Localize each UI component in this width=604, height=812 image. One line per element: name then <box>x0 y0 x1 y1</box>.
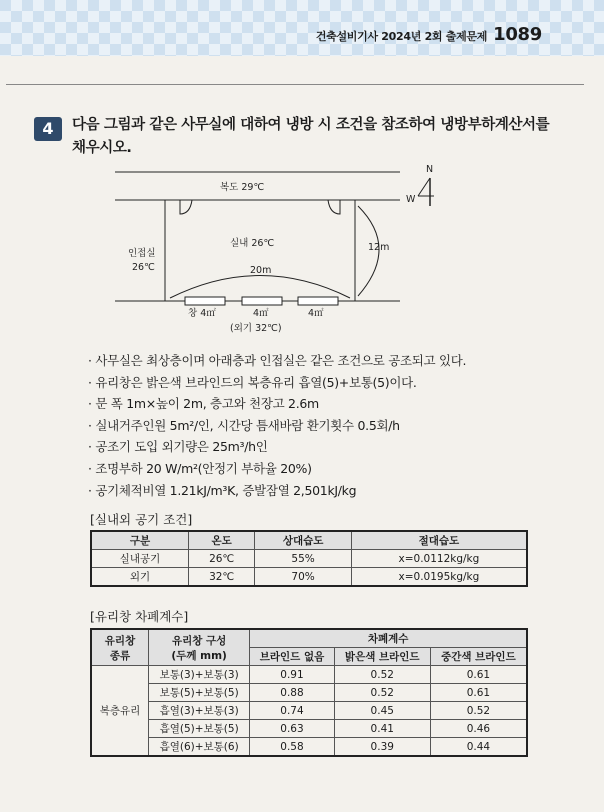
office-floor-plan <box>100 158 460 338</box>
table-cell: 실내공기 <box>91 550 188 568</box>
table-row <box>91 720 527 738</box>
question-text: 다음 그림과 같은 사무실에 대하여 냉방 시 조건을 참조하여 냉방부하계산서를 채우시오. <box>72 117 550 156</box>
corridor-label: 복도 29℃ <box>220 182 265 193</box>
table-header: 브라인드 없음 <box>250 648 334 666</box>
adjacent-label: 인접실 <box>128 248 156 259</box>
header-title: 건축설비기사 2024년 2회 출제문제 <box>315 30 488 43</box>
table-header: 밝은색 브라인드 <box>334 648 430 666</box>
table-cell: 외기 <box>91 568 188 587</box>
compass-icon <box>406 164 434 206</box>
width-label: 20m <box>250 265 272 276</box>
table-cell: 보통(3)+보통(3) <box>149 666 250 684</box>
table-cell: x=0.0112kg/kg <box>351 550 527 568</box>
table-cell: 흡열(5)+보통(5) <box>149 720 250 738</box>
condition-item: · 사무실은 최상층이며 아래층과 인접실은 같은 조건으로 공조되고 있다. <box>88 350 466 372</box>
table-cell: 0.45 <box>334 702 430 720</box>
table-cell: 흡열(3)+보통(3) <box>149 702 250 720</box>
table-row <box>91 702 527 720</box>
north-label: N <box>426 164 434 175</box>
table-cell: 보통(5)+보통(5) <box>149 684 250 702</box>
table-header: 상대습도 <box>255 531 351 550</box>
table-cell: 26℃ <box>188 550 254 568</box>
table1-caption: [실내외 공기 조건] <box>90 512 193 527</box>
table-cell: 0.39 <box>334 738 430 757</box>
room-label: 실내 26℃ <box>230 238 275 249</box>
table-header: 절대습도 <box>351 531 527 550</box>
table-cell: 0.52 <box>430 702 527 720</box>
question-number-badge: 4 <box>34 117 62 141</box>
table-cell: x=0.0195kg/kg <box>351 568 527 587</box>
table-row <box>91 568 527 587</box>
table-cell: 0.41 <box>334 720 430 738</box>
divider <box>6 84 584 85</box>
table-cell: 0.74 <box>250 702 334 720</box>
air-conditions-table <box>90 530 528 587</box>
table-cell: 복층유리 <box>91 666 149 757</box>
page-header <box>316 24 542 45</box>
window-2-label: 4㎡ <box>253 308 269 319</box>
table-header: 유리창 구성 (두께 mm) <box>149 629 250 666</box>
table-cell: 0.61 <box>430 684 527 702</box>
table-row <box>91 738 527 757</box>
table-cell: 32℃ <box>188 568 254 587</box>
table-cell: 0.44 <box>430 738 527 757</box>
condition-item: · 조명부하 20 W/m²(안정기 부하율 20%) <box>88 458 466 480</box>
table-cell: 0.91 <box>250 666 334 684</box>
outside-label: (외기 32℃) <box>230 323 282 334</box>
adjacent-temp: 26℃ <box>132 262 155 273</box>
condition-item: · 공조기 도입 외기량은 25m³/h인 <box>88 436 466 458</box>
west-label: W <box>406 194 416 205</box>
condition-item: · 문 폭 1m×높이 2m, 층고와 천장고 2.6m <box>88 393 466 415</box>
table-cell: 0.61 <box>430 666 527 684</box>
table-cell: 0.63 <box>250 720 334 738</box>
table-cell: 0.52 <box>334 684 430 702</box>
table-header: 차폐계수 <box>250 629 527 648</box>
table-cell: 70% <box>255 568 351 587</box>
depth-label: 12m <box>368 242 390 253</box>
table-cell: 0.58 <box>250 738 334 757</box>
table-header: 중간색 브라인드 <box>430 648 527 666</box>
table-cell: 흡열(6)+보통(6) <box>149 738 250 757</box>
table-row <box>91 666 527 684</box>
condition-item: · 공기체적비열 1.21kJ/m³K, 증발잠열 2,501kJ/kg <box>88 480 466 502</box>
table-row <box>91 684 527 702</box>
window-3-label: 4㎡ <box>308 308 324 319</box>
conditions-list <box>88 350 466 501</box>
table-header: 유리창 종류 <box>91 629 149 666</box>
window-1-label: 창 4㎡ <box>188 308 216 319</box>
table2-caption: [유리창 차폐계수] <box>90 609 189 624</box>
table-cell: 0.52 <box>334 666 430 684</box>
table-header: 온도 <box>188 531 254 550</box>
condition-item: · 실내거주인원 5m²/인, 시간당 틈새바람 환기횟수 0.5회/h <box>88 415 466 437</box>
table-cell: 0.46 <box>430 720 527 738</box>
table-cell: 0.88 <box>250 684 334 702</box>
condition-item: · 유리창은 밝은색 브라인드의 복층유리 흡열(5)+보통(5)이다. <box>88 372 466 394</box>
page-number: 1089 <box>493 24 542 45</box>
table-cell: 55% <box>255 550 351 568</box>
table-header: 구분 <box>91 531 188 550</box>
shading-coefficient-table <box>90 628 528 757</box>
table-row <box>91 550 527 568</box>
